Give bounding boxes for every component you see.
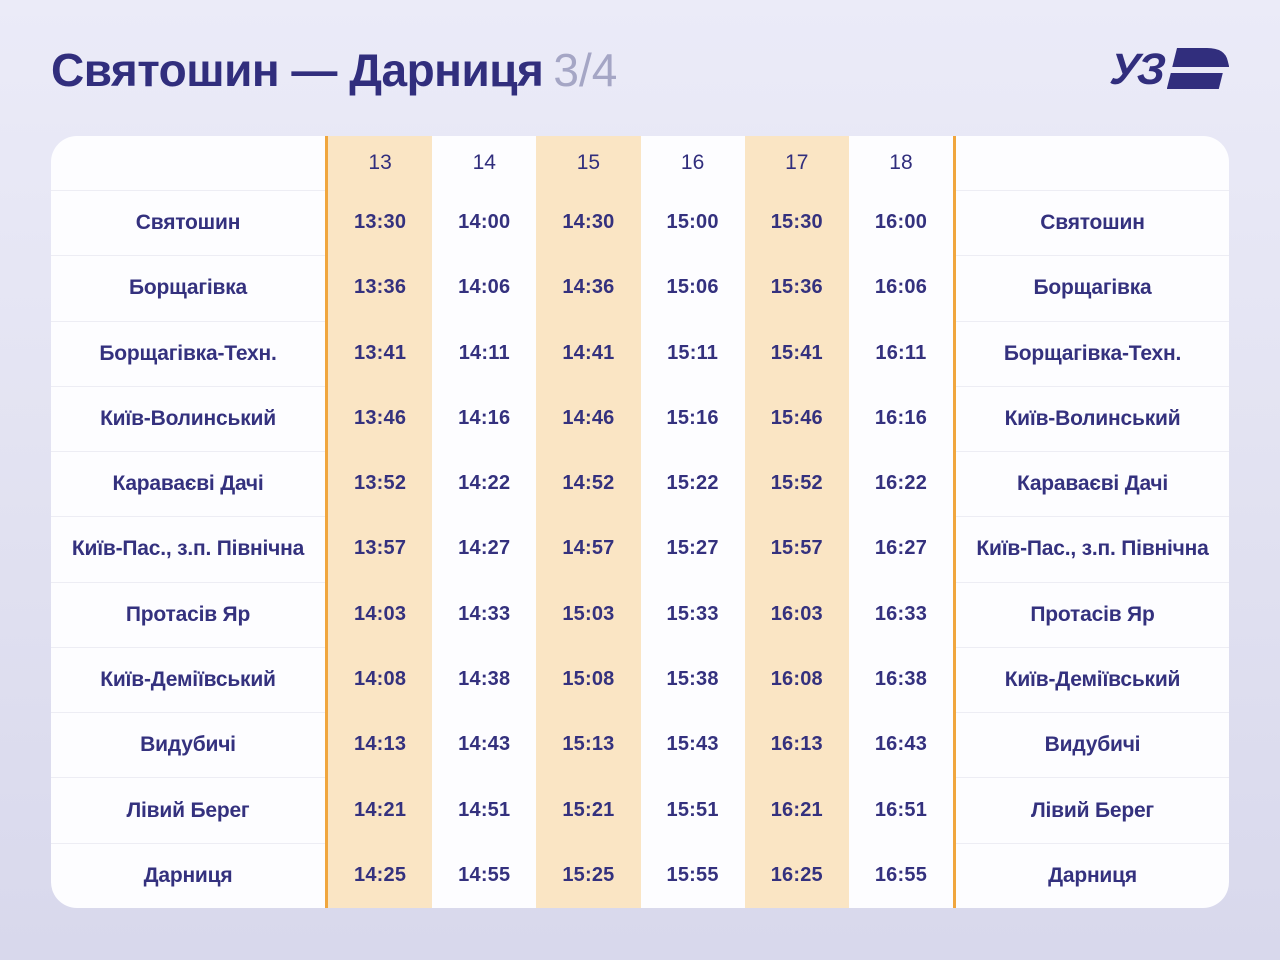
train-icon [1167,48,1229,92]
time-cell: 13:41 [354,341,407,364]
station-cell: Караваєві Дачі [51,451,325,516]
station-column-left [51,136,325,908]
time-cell: 14:21 [354,798,407,821]
station-cell: Борщагівка [956,255,1229,320]
timetable-card [51,136,1229,908]
time-cell: 16:16 [874,406,928,429]
time-cell: 15:55 [666,863,719,886]
time-cell: 16:22 [874,472,928,495]
station-cell: Лівий Берег [956,777,1229,842]
time-cell: 16:43 [874,733,928,756]
time-cell: 14:33 [458,602,511,625]
hour-header: 13 [368,151,392,174]
station-cell: Святошин [51,190,325,255]
time-cell: 16:00 [874,211,928,234]
header [51,38,1229,102]
time-cell: 16:27 [874,537,928,560]
time-cell: 16:08 [770,667,823,690]
time-cell: 14:08 [354,667,407,690]
time-cell: 14:36 [562,276,615,299]
time-cell: 15:33 [666,602,719,625]
time-column-14 [432,136,536,908]
station-cell: Протасів Яр [956,582,1229,647]
time-cell: 15:22 [666,472,719,495]
uz-logo [1107,45,1230,95]
time-cell: 13:46 [354,406,407,429]
station-header-cell [956,136,1229,190]
time-cell: 15:16 [666,406,719,429]
station-column-right [956,136,1229,908]
station-cell: Протасів Яр [51,582,325,647]
page-number: 3/4 [553,44,618,96]
time-cell: 15:11 [667,341,719,364]
time-cell: 16:38 [874,667,928,690]
time-cell: 14:13 [354,733,407,756]
station-header-cell [51,136,325,190]
time-cell: 15:06 [666,276,719,299]
station-cell: Київ-Деміївський [51,647,325,712]
time-cell: 15:52 [770,472,823,495]
station-cell: Дарниця [51,843,325,908]
station-cell: Київ-Волинський [956,386,1229,451]
time-cell: 16:03 [770,602,823,625]
time-cell: 13:52 [354,472,407,495]
hour-header: 14 [472,151,496,174]
time-cell: 14:30 [562,211,615,234]
station-cell: Київ-Волинський [51,386,325,451]
time-cell: 14:38 [458,667,511,690]
station-cell: Київ-Деміївський [956,647,1229,712]
time-cell: 15:36 [770,276,823,299]
time-cell: 14:57 [562,537,615,560]
time-cell: 16:33 [874,602,928,625]
station-cell: Борщагівка-Техн. [956,321,1229,386]
station-cell: Борщагівка [51,255,325,320]
time-cell: 14:00 [458,211,511,234]
station-cell: Борщагівка-Техн. [51,321,325,386]
time-cell: 15:43 [666,733,719,756]
time-cell: 14:16 [458,406,511,429]
time-cell: 14:11 [458,341,510,364]
time-cell: 14:41 [562,341,615,364]
time-cell: 16:25 [770,863,823,886]
hour-header: 18 [889,151,913,174]
time-cell: 13:57 [354,537,407,560]
time-column-18 [849,136,953,908]
time-cell: 16:55 [874,863,928,886]
time-cell: 15:27 [666,537,719,560]
time-cell: 15:25 [562,863,615,886]
hour-header: 17 [785,151,809,174]
time-cell: 16:11 [875,341,927,364]
station-cell: Лівий Берег [51,777,325,842]
hour-header: 15 [576,151,601,174]
time-cell: 14:25 [354,863,407,886]
station-cell: Видубичі [51,712,325,777]
time-cell: 14:27 [458,537,511,560]
time-cell: 14:03 [354,602,407,625]
time-cell: 15:38 [666,667,719,690]
time-cell: 15:00 [666,211,719,234]
time-cell: 15:21 [562,798,615,821]
hour-header: 16 [680,151,705,174]
time-column-13 [328,136,432,908]
time-cell: 14:22 [458,472,511,495]
time-column-17 [745,136,849,908]
time-cell: 13:30 [354,211,407,234]
station-cell: Київ-Пас., з.п. Північна [51,516,325,581]
time-cell: 15:13 [562,733,615,756]
station-cell: Видубичі [956,712,1229,777]
time-cell: 14:46 [562,406,615,429]
time-cell: 14:06 [458,276,511,299]
time-cell: 15:51 [666,798,719,821]
time-cell: 15:46 [770,406,823,429]
station-cell: Київ-Пас., з.п. Північна [956,516,1229,581]
station-cell: Дарниця [956,843,1229,908]
station-cell: Святошин [956,190,1229,255]
time-cell: 15:03 [562,602,615,625]
time-cell: 13:36 [354,276,407,299]
time-cell: 15:08 [562,667,615,690]
station-cell: Караваєві Дачі [956,451,1229,516]
uz-logo-text: УЗ [1107,45,1165,94]
time-cell: 16:06 [874,276,928,299]
time-cell: 15:30 [770,211,823,234]
page-title [51,43,617,97]
route-title: Святошин — Дарниця [51,44,544,96]
time-cell: 15:41 [770,341,823,364]
time-cell: 16:51 [874,798,928,821]
time-column-15 [536,136,640,908]
time-cell: 15:57 [770,537,823,560]
time-cell: 14:52 [562,472,615,495]
time-cell: 16:21 [770,798,823,821]
time-columns [328,136,953,908]
time-cell: 14:43 [458,733,511,756]
time-cell: 14:55 [458,863,511,886]
time-column-16 [641,136,745,908]
time-cell: 16:13 [770,733,823,756]
time-cell: 14:51 [458,798,511,821]
